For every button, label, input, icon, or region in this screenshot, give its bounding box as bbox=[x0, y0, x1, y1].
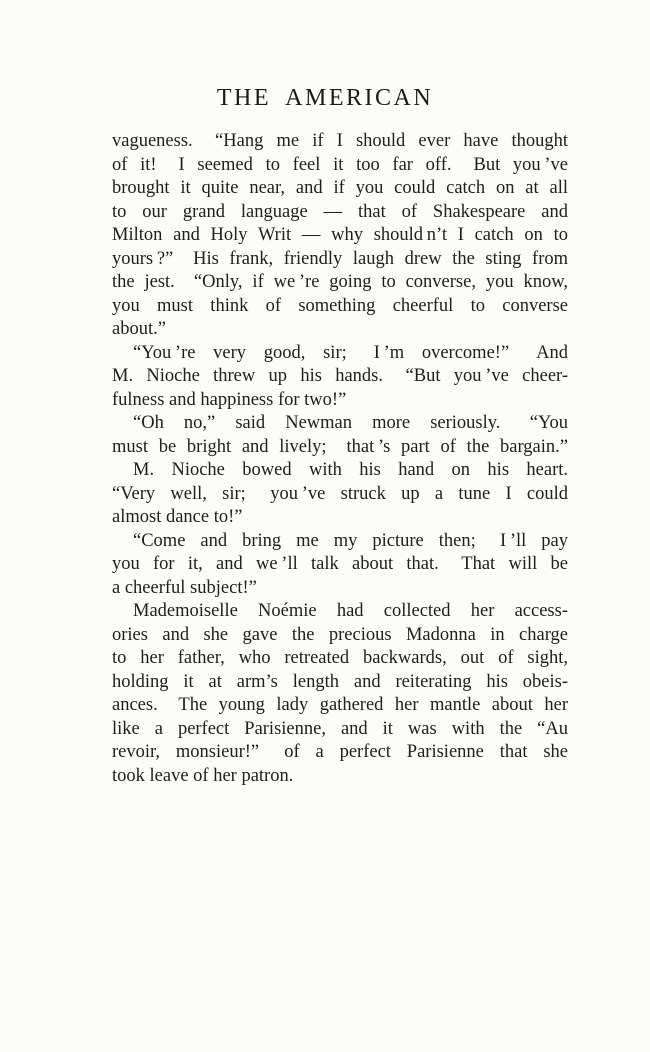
paragraph bbox=[112, 530, 568, 601]
paragraph bbox=[112, 600, 568, 788]
text-line: “You ’re very good, sir; I ’m overcome!” And bbox=[133, 342, 568, 363]
text-line: vagueness. “Hang me if I should ever have thought bbox=[112, 131, 568, 151]
text-line: must be bright and lively; that ’s part of the bargain.” bbox=[112, 436, 568, 457]
text-line: ances. The young lady gathered her mantle about her bbox=[112, 695, 568, 715]
paragraph bbox=[112, 459, 568, 530]
text-line: about.” bbox=[112, 319, 166, 339]
text-line: to our grand language — that of Shakespeare and bbox=[112, 201, 568, 222]
text-line: the jest. “Only, if we ’re going to converse, you know, bbox=[112, 272, 568, 292]
text-line: M. Nioche threw up his hands. “But you ’ve cheer- bbox=[112, 366, 568, 386]
text-line: brought it quite near, and if you could catch on at all bbox=[112, 178, 568, 198]
paragraph bbox=[112, 412, 568, 459]
text-line: took leave of her patron. bbox=[112, 765, 294, 786]
running-header: THE AMERICAN bbox=[216, 85, 434, 111]
text-line: almost dance to!” bbox=[112, 507, 243, 527]
paragraph bbox=[112, 342, 568, 413]
text-line: you must think of something cheerful to converse bbox=[112, 295, 568, 316]
text-line: revoir, monsieur!” of a perfect Parisienne that she bbox=[112, 742, 568, 762]
text-line: of it! I seemed to feel it too far off. But you ’ve bbox=[112, 154, 568, 175]
text-line: Mademoiselle Noémie had collected her access- bbox=[133, 601, 568, 621]
text-line: yours ?” His frank, friendly laugh drew the sting from bbox=[112, 248, 568, 269]
text-line: a cheerful subject!” bbox=[112, 577, 257, 598]
text-line: “Come and bring me my picture then; I ’ll pay bbox=[133, 530, 568, 551]
text-line: “Oh no,” said Newman more seriously. “You bbox=[133, 413, 568, 433]
text-line: to her father, who retreated backwards, out of sight, bbox=[112, 648, 568, 668]
paragraph bbox=[112, 130, 568, 342]
text-line: M. Nioche bowed with his hand on his heart. bbox=[133, 460, 568, 480]
text-line: “Very well, sir; you ’ve struck up a tune I could bbox=[112, 483, 568, 504]
text-line: Milton and Holy Writ — why should n’t I catch on to bbox=[112, 225, 568, 245]
text-block bbox=[112, 130, 568, 788]
text-line: fulness and happiness for two!” bbox=[112, 389, 347, 410]
text-line: you for it, and we ’ll talk about that. That will be bbox=[112, 554, 568, 574]
text-line: like a perfect Parisienne, and it was with the “Au bbox=[112, 718, 568, 739]
text-line: holding it at arm’s length and reiterating his obeis- bbox=[112, 671, 568, 692]
text-line: ories and she gave the precious Madonna in charge bbox=[112, 624, 568, 645]
